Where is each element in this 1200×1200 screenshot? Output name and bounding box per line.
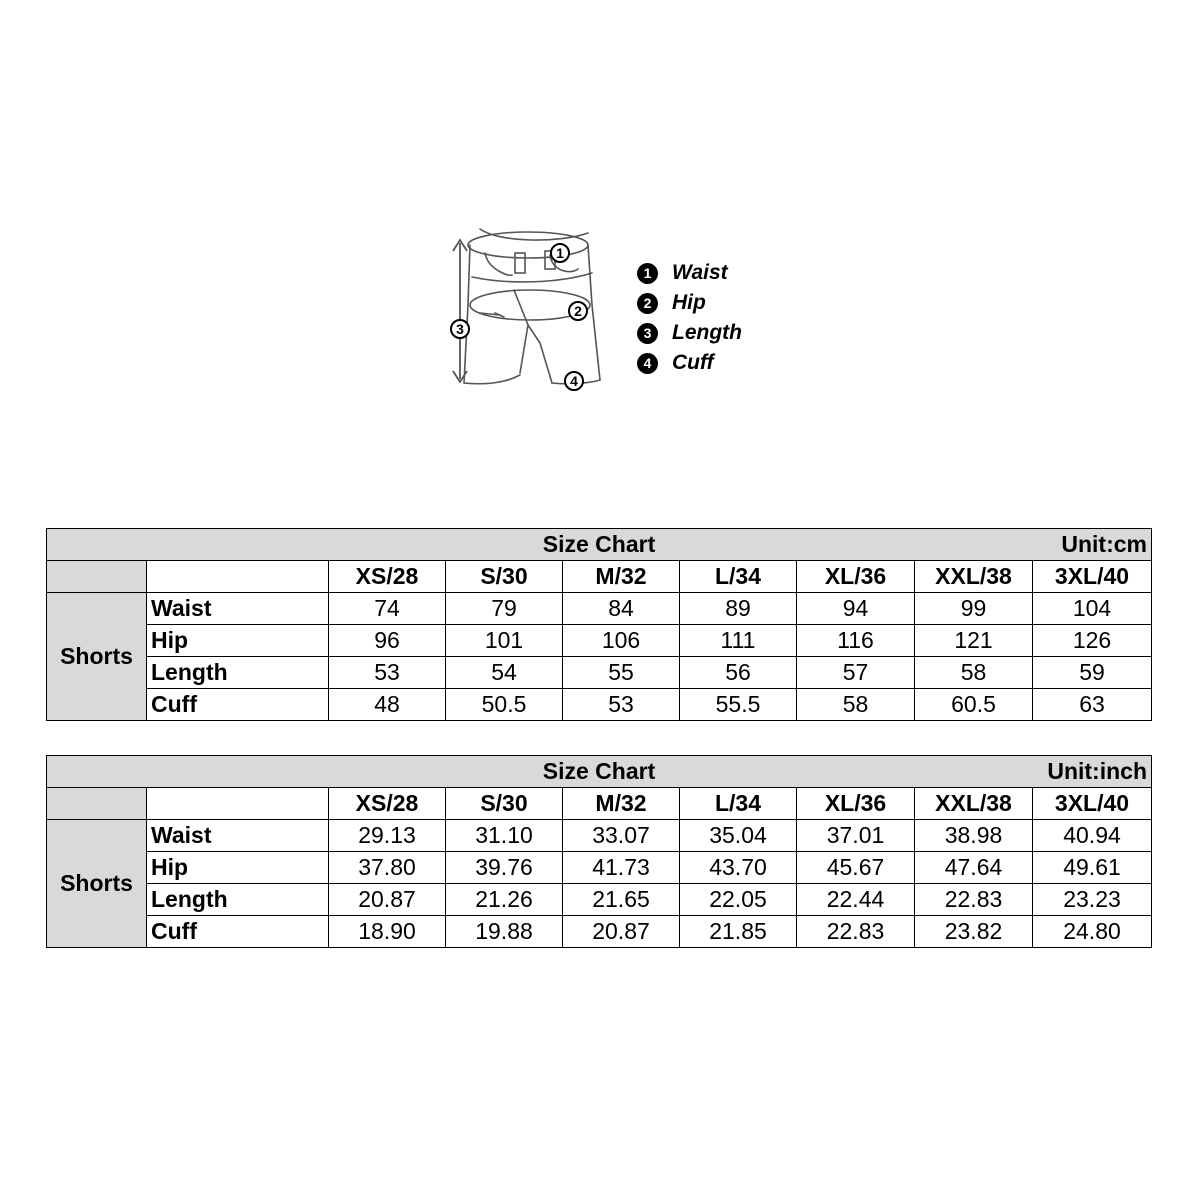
value-cell: 22.83 bbox=[797, 916, 915, 948]
size-header: M/32 bbox=[563, 788, 680, 820]
value-cell: 41.73 bbox=[563, 852, 680, 884]
value-cell: 37.80 bbox=[329, 852, 446, 884]
shorts-sketch bbox=[440, 225, 610, 400]
value-cell: 39.76 bbox=[446, 852, 563, 884]
value-cell: 24.80 bbox=[1033, 916, 1152, 948]
value-cell: 106 bbox=[563, 625, 680, 657]
unit-label: Unit:cm bbox=[1061, 531, 1147, 557]
table-title: Size Chart bbox=[542, 531, 656, 557]
legend-label: Waist bbox=[672, 261, 728, 284]
value-cell: 21.65 bbox=[563, 884, 680, 916]
number-badge-icon: 2 bbox=[637, 293, 658, 314]
table-row bbox=[47, 820, 1152, 852]
value-cell: 19.88 bbox=[446, 916, 563, 948]
unit-label: Unit:inch bbox=[1047, 758, 1147, 784]
svg-text:2: 2 bbox=[574, 303, 582, 319]
blank-cell bbox=[47, 561, 147, 593]
legend-item-length bbox=[637, 318, 742, 348]
value-cell: 116 bbox=[797, 625, 915, 657]
table-row bbox=[47, 916, 1152, 948]
blank-cell bbox=[47, 788, 147, 820]
measure-label: Length bbox=[147, 884, 329, 916]
blank-cell bbox=[147, 561, 329, 593]
size-header-row bbox=[47, 788, 1152, 820]
measure-label: Hip bbox=[147, 852, 329, 884]
size-chart-table-inch bbox=[46, 755, 1152, 948]
size-header: XS/28 bbox=[329, 788, 446, 820]
svg-text:4: 4 bbox=[570, 373, 578, 389]
legend-item-hip bbox=[637, 288, 742, 318]
value-cell: 57 bbox=[797, 657, 915, 689]
table-title-row bbox=[47, 756, 1152, 788]
garment-label: Shorts bbox=[47, 593, 147, 721]
value-cell: 35.04 bbox=[680, 820, 797, 852]
value-cell: 21.26 bbox=[446, 884, 563, 916]
value-cell: 104 bbox=[1033, 593, 1152, 625]
value-cell: 22.44 bbox=[797, 884, 915, 916]
measure-label: Waist bbox=[147, 820, 329, 852]
garment-label: Shorts bbox=[47, 820, 147, 948]
value-cell: 29.13 bbox=[329, 820, 446, 852]
measure-label: Waist bbox=[147, 593, 329, 625]
number-badge-icon: 4 bbox=[637, 353, 658, 374]
value-cell: 121 bbox=[915, 625, 1033, 657]
measurement-diagram bbox=[440, 225, 770, 400]
value-cell: 94 bbox=[797, 593, 915, 625]
value-cell: 101 bbox=[446, 625, 563, 657]
size-header: S/30 bbox=[446, 561, 563, 593]
value-cell: 60.5 bbox=[915, 689, 1033, 721]
measure-label: Cuff bbox=[147, 689, 329, 721]
legend-label: Length bbox=[672, 321, 742, 344]
value-cell: 22.83 bbox=[915, 884, 1033, 916]
value-cell: 48 bbox=[329, 689, 446, 721]
table-row bbox=[47, 852, 1152, 884]
value-cell: 79 bbox=[446, 593, 563, 625]
value-cell: 38.98 bbox=[915, 820, 1033, 852]
marker-4 bbox=[565, 372, 583, 390]
value-cell: 20.87 bbox=[563, 916, 680, 948]
svg-text:1: 1 bbox=[556, 245, 564, 261]
size-header: XXL/38 bbox=[915, 561, 1033, 593]
value-cell: 56 bbox=[680, 657, 797, 689]
legend-item-waist bbox=[637, 258, 742, 288]
value-cell: 21.85 bbox=[680, 916, 797, 948]
value-cell: 84 bbox=[563, 593, 680, 625]
value-cell: 96 bbox=[329, 625, 446, 657]
size-header: L/34 bbox=[680, 561, 797, 593]
marker-3 bbox=[451, 320, 469, 338]
table-title: Size Chart bbox=[542, 758, 656, 784]
value-cell: 53 bbox=[329, 657, 446, 689]
value-cell: 22.05 bbox=[680, 884, 797, 916]
table-row bbox=[47, 689, 1152, 721]
size-header: XS/28 bbox=[329, 561, 446, 593]
measure-label: Cuff bbox=[147, 916, 329, 948]
size-header: M/32 bbox=[563, 561, 680, 593]
value-cell: 111 bbox=[680, 625, 797, 657]
value-cell: 53 bbox=[563, 689, 680, 721]
value-cell: 58 bbox=[915, 657, 1033, 689]
value-cell: 33.07 bbox=[563, 820, 680, 852]
value-cell: 18.90 bbox=[329, 916, 446, 948]
marker-1 bbox=[551, 244, 569, 262]
value-cell: 55.5 bbox=[680, 689, 797, 721]
value-cell: 20.87 bbox=[329, 884, 446, 916]
marker-2 bbox=[569, 302, 587, 320]
value-cell: 49.61 bbox=[1033, 852, 1152, 884]
value-cell: 99 bbox=[915, 593, 1033, 625]
measure-label: Length bbox=[147, 657, 329, 689]
table-row bbox=[47, 884, 1152, 916]
value-cell: 31.10 bbox=[446, 820, 563, 852]
number-badge-icon: 1 bbox=[637, 263, 658, 284]
measurement-legend bbox=[637, 258, 742, 378]
value-cell: 23.23 bbox=[1033, 884, 1152, 916]
legend-label: Cuff bbox=[672, 351, 714, 374]
legend-label: Hip bbox=[672, 291, 706, 314]
value-cell: 89 bbox=[680, 593, 797, 625]
size-header: 3XL/40 bbox=[1033, 561, 1152, 593]
table-row bbox=[47, 625, 1152, 657]
value-cell: 55 bbox=[563, 657, 680, 689]
svg-text:3: 3 bbox=[456, 321, 464, 337]
size-header: XXL/38 bbox=[915, 788, 1033, 820]
size-header: 3XL/40 bbox=[1033, 788, 1152, 820]
value-cell: 43.70 bbox=[680, 852, 797, 884]
value-cell: 63 bbox=[1033, 689, 1152, 721]
size-chart-table-cm bbox=[46, 528, 1152, 721]
value-cell: 126 bbox=[1033, 625, 1152, 657]
value-cell: 47.64 bbox=[915, 852, 1033, 884]
value-cell: 45.67 bbox=[797, 852, 915, 884]
size-header: XL/36 bbox=[797, 561, 915, 593]
size-header-row bbox=[47, 561, 1152, 593]
table-row bbox=[47, 593, 1152, 625]
size-header: XL/36 bbox=[797, 788, 915, 820]
value-cell: 59 bbox=[1033, 657, 1152, 689]
value-cell: 54 bbox=[446, 657, 563, 689]
number-badge-icon: 3 bbox=[637, 323, 658, 344]
value-cell: 58 bbox=[797, 689, 915, 721]
measure-label: Hip bbox=[147, 625, 329, 657]
legend-item-cuff bbox=[637, 348, 742, 378]
table-row bbox=[47, 657, 1152, 689]
value-cell: 37.01 bbox=[797, 820, 915, 852]
table-title-row bbox=[47, 529, 1152, 561]
value-cell: 50.5 bbox=[446, 689, 563, 721]
size-header: L/34 bbox=[680, 788, 797, 820]
size-header: S/30 bbox=[446, 788, 563, 820]
value-cell: 23.82 bbox=[915, 916, 1033, 948]
blank-cell bbox=[147, 788, 329, 820]
value-cell: 74 bbox=[329, 593, 446, 625]
value-cell: 40.94 bbox=[1033, 820, 1152, 852]
